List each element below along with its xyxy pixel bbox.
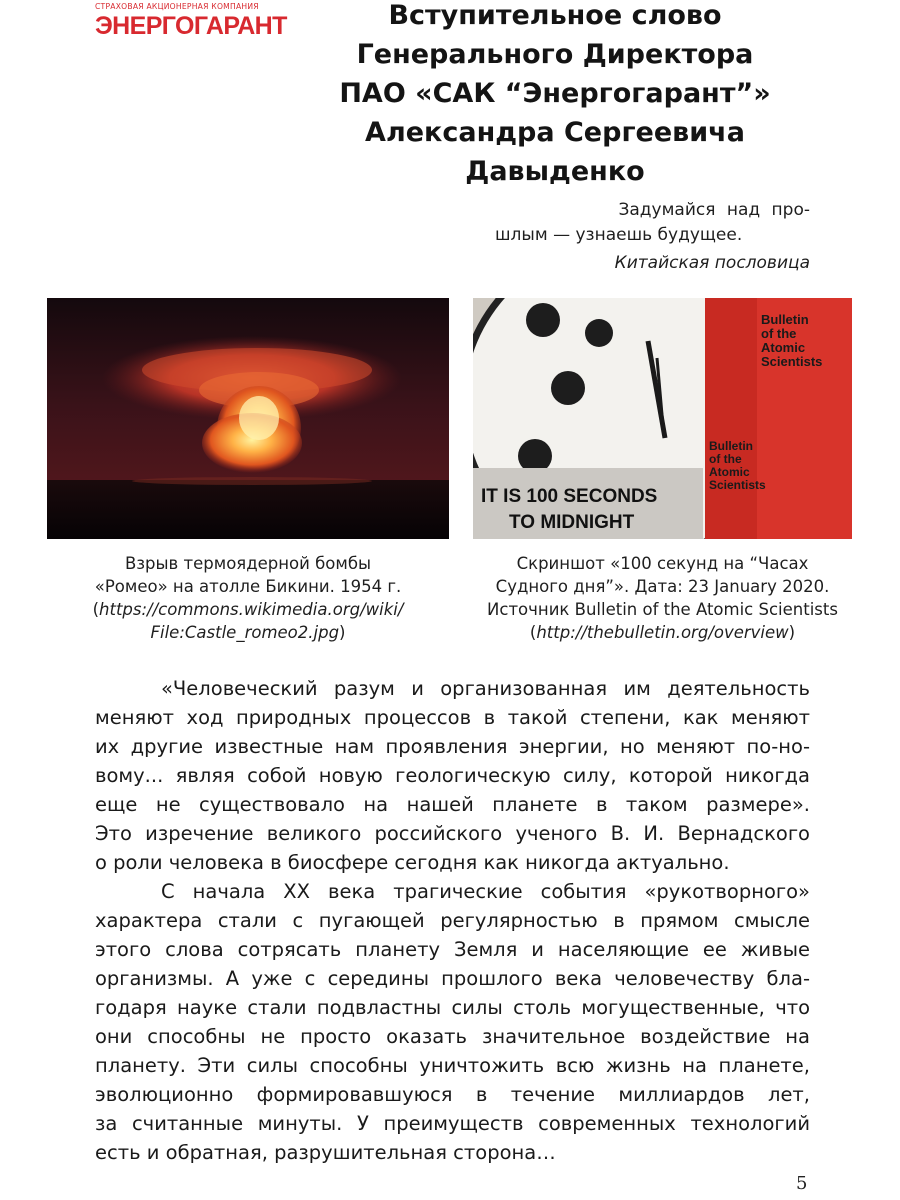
sign-text-line: Atomic [709, 465, 750, 479]
title-line: Вступительное слово [388, 0, 722, 31]
title-line: ПАО «САК “Энергогарант”» [339, 78, 771, 109]
text-line: еще не существовало на нашей планете в таком размере». [95, 793, 810, 816]
text-line: годаря науке стали подвластны силы столь могущественные, что [95, 996, 810, 1019]
sign-text-line: Atomic [761, 340, 806, 355]
text-line: меняют ход природных процессов в такой степени, как меняют [95, 706, 810, 729]
logo-subtitle: СТРАХОВАЯ АКЦИОНЕРНАЯ КОМПАНИЯ [95, 2, 259, 11]
figure-caption-2 [466, 552, 859, 644]
text-line: С начала XX века трагические события «рукотворного» [161, 880, 810, 903]
text-line: есть и обратная, разрушительная сторона… [95, 1141, 556, 1164]
text-line: они способны не просто оказать значительное воздействие на [95, 1025, 810, 1048]
caption-line: (http://thebulletin.org/overview) [529, 623, 796, 642]
caption-line: «Ромео» на атолле Бикини. 1954 г. [94, 577, 402, 596]
caption-line: Источник Bulletin of the Atomic Scientists [487, 600, 838, 619]
text-line: планету. Эти силы способны уничтожить всю жизнь на планете, [95, 1054, 810, 1077]
clock-text-line: IT IS 100 SECONDS [481, 486, 658, 507]
caption-line: (https://commons.wikimedia.org/wiki/ [92, 600, 404, 619]
text-line: «Человеческий разум и организованная им деятельность [161, 677, 810, 700]
caption-line: Взрыв термоядерной бомбы [124, 554, 372, 573]
sign-text-line: Scientists [709, 478, 766, 492]
body-text [95, 674, 810, 1167]
logo-wordmark: ЭНЕРГОГАРАНТ [95, 12, 287, 40]
clock-text-line: TO MIDNIGHT [509, 512, 635, 533]
source-link[interactable]: File:Castle_romeo2.jpg [150, 623, 340, 642]
epigraph [480, 198, 810, 276]
source-link[interactable]: https://commons.wikimedia.org/wiki/ [99, 600, 404, 619]
paragraph [95, 877, 810, 1167]
text-line: этого слова сотрясать планету Земля и населяющие ее живые [95, 938, 810, 961]
figure-caption-1 [47, 552, 449, 644]
source-link[interactable]: http://thebulletin.org/overview [536, 623, 789, 642]
text-line: эволюционно формировавшуюся в течение миллиардов лет, [95, 1083, 810, 1106]
page-number: 5 [796, 1173, 808, 1194]
text-line: их другие известные нам проявления энергии, но меняют по-но- [95, 735, 810, 758]
text-line: Это изречение великого российского ученого В. И. Вернадского [95, 822, 810, 845]
title-line: Давыденко [465, 156, 645, 187]
page-title [315, 0, 795, 191]
company-logo [95, 2, 295, 40]
caption-line: Скриншот «100 секунд на “Часах [516, 554, 809, 573]
sign-text-line: Scientists [761, 354, 823, 369]
sign-text-line: Bulletin [761, 312, 809, 327]
text-line: характера стали с пугающей регулярностью в прямом смысле [95, 909, 810, 932]
text-line: вому... являя собой новую геологическую силу, которой никогда [95, 764, 810, 787]
epigraph-line: шлым — узнаешь будущее. [495, 225, 743, 245]
caption-line: Судного дня”». Дата: 23 January 2020. [495, 577, 830, 596]
nuclear-explosion-photo [47, 298, 449, 539]
text-line: за считанные минуты. У преимуществ современных технологий [95, 1112, 810, 1135]
epigraph-line: Задумайся над про- [618, 200, 810, 220]
sign-text-line: of the [761, 326, 797, 341]
paragraph [95, 674, 810, 877]
caption-line: File:Castle_romeo2.jpg) [150, 623, 346, 642]
title-line: Александра Сергеевича [365, 117, 745, 148]
sign-text-line: of the [709, 452, 742, 466]
text-line: о роли человека в биосфере сегодня как никогда актуально. [95, 851, 730, 874]
epigraph-source: Китайская пословица [614, 253, 810, 273]
title-line: Генерального Директора [356, 39, 754, 70]
doomsday-clock-photo [473, 298, 852, 539]
text-line: организмы. А уже с середины прошлого века человечеству бла- [95, 967, 810, 990]
sign-text-line: Bulletin [709, 439, 753, 453]
